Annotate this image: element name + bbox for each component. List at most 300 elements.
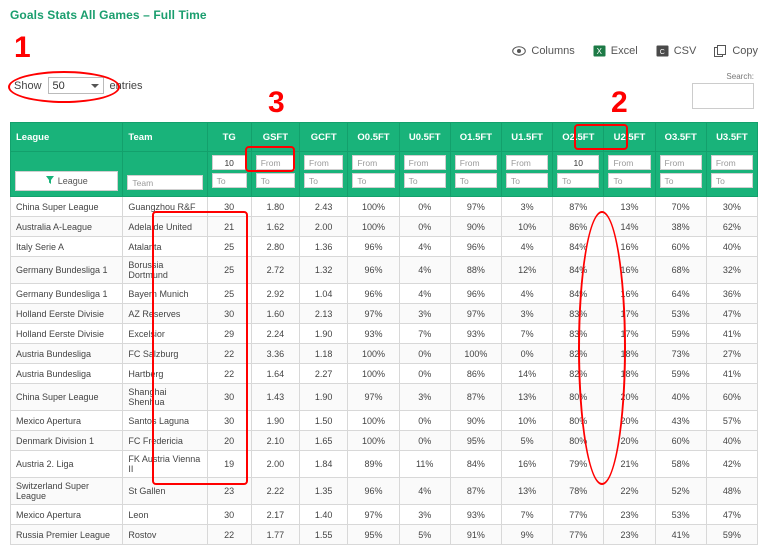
- cell-o15ft: 100%: [450, 344, 501, 364]
- cell-u15ft: 16%: [502, 451, 553, 478]
- cell-team: Hartberg: [123, 364, 207, 384]
- u15ft-from-input[interactable]: From: [506, 155, 548, 170]
- cell-o35ft: 60%: [655, 237, 706, 257]
- table-row[interactable]: [11, 284, 758, 304]
- cell-league: Russia Premier League: [11, 525, 123, 545]
- cell-u05ft: 0%: [399, 197, 450, 217]
- cell-u05ft: 0%: [399, 364, 450, 384]
- cell-o35ft: 59%: [655, 324, 706, 344]
- cell-o15ft: 97%: [450, 197, 501, 217]
- cell-u15ft: 9%: [502, 525, 553, 545]
- o25ft-to-input[interactable]: To: [557, 173, 599, 188]
- cell-tg: 23: [207, 478, 251, 505]
- cell-o05ft: 89%: [348, 451, 399, 478]
- cell-tg: 30: [207, 384, 251, 411]
- cell-u05ft: 4%: [399, 478, 450, 505]
- cell-tg: 25: [207, 237, 251, 257]
- cell-o35ft: 68%: [655, 257, 706, 284]
- cell-tg: 30: [207, 505, 251, 525]
- gcft-from-input[interactable]: From: [304, 155, 343, 170]
- cell-o35ft: 43%: [655, 411, 706, 431]
- filter-o15ft: [450, 152, 501, 197]
- cell-o05ft: 96%: [348, 284, 399, 304]
- cell-u15ft: 5%: [502, 431, 553, 451]
- cell-tg: 20: [207, 431, 251, 451]
- column-header-gsft[interactable]: GSFT: [251, 123, 299, 152]
- cell-o35ft: 53%: [655, 505, 706, 525]
- cell-u35ft: 47%: [706, 505, 757, 525]
- cell-u25ft: 14%: [604, 217, 655, 237]
- cell-u25ft: 20%: [604, 411, 655, 431]
- cell-team: Atalanta: [123, 237, 207, 257]
- cell-u05ft: 11%: [399, 451, 450, 478]
- table-row[interactable]: [11, 257, 758, 284]
- cell-gcft: 1.65: [300, 431, 348, 451]
- table-header-row: [11, 123, 758, 152]
- cell-tg: 25: [207, 257, 251, 284]
- cell-team: Borussia Dortmund: [123, 257, 207, 284]
- cell-gcft: 1.36: [300, 237, 348, 257]
- cell-o05ft: 100%: [348, 197, 399, 217]
- cell-o15ft: 91%: [450, 525, 501, 545]
- cell-team: AZ Reserves: [123, 304, 207, 324]
- cell-tg: 22: [207, 344, 251, 364]
- cell-team: Shanghai Shenhua: [123, 384, 207, 411]
- u35ft-from-input[interactable]: From: [711, 155, 753, 170]
- column-header-o25ft[interactable]: O2.5FT: [553, 123, 604, 152]
- u15ft-to-input[interactable]: To: [506, 173, 548, 188]
- tg-from-input[interactable]: 10: [212, 155, 247, 170]
- table-row[interactable]: [11, 384, 758, 411]
- table-filter-row: [11, 152, 758, 197]
- cell-u05ft: 0%: [399, 217, 450, 237]
- columns-button[interactable]: [512, 45, 574, 57]
- cell-tg: 30: [207, 411, 251, 431]
- cell-gsft: 2.10: [251, 431, 299, 451]
- gsft-to-input[interactable]: To: [256, 173, 295, 188]
- cell-u25ft: 16%: [604, 237, 655, 257]
- cell-u15ft: 10%: [502, 217, 553, 237]
- csv-button[interactable]: [656, 45, 697, 57]
- cell-u35ft: 40%: [706, 237, 757, 257]
- cell-league: Austria 2. Liga: [11, 451, 123, 478]
- excel-label: Excel: [610, 45, 638, 57]
- copy-button[interactable]: [714, 45, 758, 57]
- cell-u05ft: 4%: [399, 257, 450, 284]
- search-control: [692, 72, 754, 109]
- o15ft-from-input[interactable]: From: [455, 155, 497, 170]
- cell-gcft: 1.90: [300, 384, 348, 411]
- cell-u25ft: 20%: [604, 384, 655, 411]
- column-header-tg[interactable]: TG: [207, 123, 251, 152]
- cell-o05ft: 97%: [348, 384, 399, 411]
- table-row[interactable]: [11, 525, 758, 545]
- filter-tg: [207, 152, 251, 197]
- cell-gcft: 1.35: [300, 478, 348, 505]
- cell-gsft: 2.22: [251, 478, 299, 505]
- eye-icon: [512, 46, 526, 56]
- cell-gcft: 2.13: [300, 304, 348, 324]
- table-row[interactable]: [11, 237, 758, 257]
- cell-team: Bayern Munich: [123, 284, 207, 304]
- filter-gsft: [251, 152, 299, 197]
- cell-o35ft: 38%: [655, 217, 706, 237]
- cell-u15ft: 3%: [502, 197, 553, 217]
- cell-o25ft: 82%: [553, 364, 604, 384]
- cell-gsft: 1.60: [251, 304, 299, 324]
- excel-icon: [593, 45, 606, 57]
- cell-o35ft: 59%: [655, 364, 706, 384]
- cell-o15ft: 90%: [450, 411, 501, 431]
- cell-o05ft: 97%: [348, 505, 399, 525]
- cell-league: Austria Bundesliga: [11, 364, 123, 384]
- cell-gcft: 1.55: [300, 525, 348, 545]
- cell-o15ft: 96%: [450, 237, 501, 257]
- cell-o15ft: 95%: [450, 431, 501, 451]
- goals-stats-table: [10, 122, 758, 545]
- cell-u25ft: 22%: [604, 478, 655, 505]
- copy-icon: [714, 45, 727, 57]
- cell-o35ft: 40%: [655, 384, 706, 411]
- u05ft-to-input[interactable]: To: [404, 173, 446, 188]
- cell-o05ft: 95%: [348, 525, 399, 545]
- table-toolbar: [512, 45, 758, 57]
- table-row[interactable]: [11, 344, 758, 364]
- cell-o25ft: 80%: [553, 411, 604, 431]
- cell-gsft: 2.00: [251, 451, 299, 478]
- cell-u35ft: 40%: [706, 431, 757, 451]
- cell-o05ft: 93%: [348, 324, 399, 344]
- cell-league: Italy Serie A: [11, 237, 123, 257]
- cell-o05ft: 100%: [348, 344, 399, 364]
- table-row[interactable]: [11, 411, 758, 431]
- cell-o25ft: 84%: [553, 284, 604, 304]
- cell-gcft: 1.40: [300, 505, 348, 525]
- u35ft-to-input[interactable]: To: [711, 173, 753, 188]
- cell-gsft: 1.43: [251, 384, 299, 411]
- table-body: [11, 197, 758, 545]
- o05ft-to-input[interactable]: To: [352, 173, 394, 188]
- cell-o25ft: 80%: [553, 431, 604, 451]
- cell-u05ft: 0%: [399, 411, 450, 431]
- cell-team: FC Salzburg: [123, 344, 207, 364]
- cell-gsft: 2.80: [251, 237, 299, 257]
- cell-o35ft: 64%: [655, 284, 706, 304]
- cell-u15ft: 4%: [502, 284, 553, 304]
- cell-gsft: 2.17: [251, 505, 299, 525]
- column-header-team[interactable]: Team: [123, 123, 207, 152]
- cell-o15ft: 97%: [450, 304, 501, 324]
- league-filter-button[interactable]: [15, 171, 118, 191]
- cell-tg: 30: [207, 197, 251, 217]
- cell-team: FC Fredericia: [123, 431, 207, 451]
- cell-gsft: 1.90: [251, 411, 299, 431]
- cell-team: Excelsior: [123, 324, 207, 344]
- cell-gcft: 1.90: [300, 324, 348, 344]
- gsft-from-input[interactable]: From: [256, 155, 295, 170]
- cell-league: Holland Eerste Divisie: [11, 304, 123, 324]
- cell-league: Mexico Apertura: [11, 411, 123, 431]
- copy-label: Copy: [732, 45, 758, 57]
- cell-tg: 19: [207, 451, 251, 478]
- table-row[interactable]: [11, 217, 758, 237]
- cell-o25ft: 79%: [553, 451, 604, 478]
- o35ft-to-input[interactable]: To: [660, 173, 702, 188]
- u05ft-from-input[interactable]: From: [404, 155, 446, 170]
- cell-u15ft: 0%: [502, 344, 553, 364]
- cell-u05ft: 5%: [399, 525, 450, 545]
- cell-gcft: 2.27: [300, 364, 348, 384]
- cell-o15ft: 87%: [450, 384, 501, 411]
- cell-u25ft: 18%: [604, 344, 655, 364]
- cell-o25ft: 86%: [553, 217, 604, 237]
- cell-tg: 22: [207, 364, 251, 384]
- cell-team: Guangzhou R&F: [123, 197, 207, 217]
- cell-u35ft: 47%: [706, 304, 757, 324]
- cell-team: Rostov: [123, 525, 207, 545]
- svg-text:C: C: [659, 49, 665, 56]
- cell-o05ft: 100%: [348, 431, 399, 451]
- cell-team: St Gallen: [123, 478, 207, 505]
- o25ft-from-input[interactable]: 10: [557, 155, 599, 170]
- cell-gsft: 2.72: [251, 257, 299, 284]
- cell-o05ft: 96%: [348, 237, 399, 257]
- cell-o25ft: 84%: [553, 237, 604, 257]
- cell-u05ft: 0%: [399, 431, 450, 451]
- cell-league: Germany Bundesliga 1: [11, 257, 123, 284]
- cell-u05ft: 3%: [399, 304, 450, 324]
- csv-label: CSV: [673, 45, 697, 57]
- tg-to-input[interactable]: To: [212, 173, 247, 188]
- cell-u05ft: 3%: [399, 505, 450, 525]
- cell-league: China Super League: [11, 384, 123, 411]
- cell-gcft: 1.32: [300, 257, 348, 284]
- column-header-u25ft[interactable]: U2.5FT: [604, 123, 655, 152]
- table-row[interactable]: [11, 364, 758, 384]
- league-filter-label: League: [57, 176, 88, 186]
- cell-o15ft: 93%: [450, 505, 501, 525]
- cell-u05ft: 7%: [399, 324, 450, 344]
- entries-label: entries: [109, 79, 143, 92]
- cell-o15ft: 93%: [450, 324, 501, 344]
- cell-tg: 25: [207, 284, 251, 304]
- annotation-2-number: 2: [611, 86, 628, 119]
- table-row[interactable]: [11, 451, 758, 478]
- cell-u15ft: 12%: [502, 257, 553, 284]
- cell-u15ft: 7%: [502, 505, 553, 525]
- entries-value: 50: [52, 79, 65, 92]
- cell-gcft: 1.84: [300, 451, 348, 478]
- cell-team: Santos Laguna: [123, 411, 207, 431]
- cell-o35ft: 60%: [655, 431, 706, 451]
- filter-o35ft: [655, 152, 706, 197]
- column-header-league[interactable]: League: [11, 123, 123, 152]
- filter-o25ft: [553, 152, 604, 197]
- cell-u15ft: 10%: [502, 411, 553, 431]
- cell-u25ft: 13%: [604, 197, 655, 217]
- cell-gsft: 1.64: [251, 364, 299, 384]
- page-title: Goals Stats All Games – Full Time: [10, 8, 207, 22]
- cell-u35ft: 42%: [706, 451, 757, 478]
- cell-league: Holland Eerste Divisie: [11, 324, 123, 344]
- cell-u05ft: 4%: [399, 237, 450, 257]
- cell-gsft: 1.62: [251, 217, 299, 237]
- o05ft-from-input[interactable]: From: [352, 155, 394, 170]
- filter-u05ft: [399, 152, 450, 197]
- table-row[interactable]: [11, 304, 758, 324]
- cell-league: China Super League: [11, 197, 123, 217]
- show-label: Show: [14, 79, 42, 92]
- cell-o05ft: 100%: [348, 217, 399, 237]
- team-filter-input[interactable]: Team: [127, 175, 202, 190]
- cell-tg: 22: [207, 525, 251, 545]
- cell-gcft: 1.50: [300, 411, 348, 431]
- column-header-o15ft[interactable]: O1.5FT: [450, 123, 501, 152]
- cell-u05ft: 4%: [399, 284, 450, 304]
- cell-u35ft: 41%: [706, 324, 757, 344]
- cell-gsft: 3.36: [251, 344, 299, 364]
- cell-u15ft: 14%: [502, 364, 553, 384]
- cell-o35ft: 58%: [655, 451, 706, 478]
- cell-u35ft: 60%: [706, 384, 757, 411]
- cell-league: Germany Bundesliga 1: [11, 284, 123, 304]
- cell-u25ft: 23%: [604, 505, 655, 525]
- cell-team: FK Austria Vienna II: [123, 451, 207, 478]
- cell-o15ft: 96%: [450, 284, 501, 304]
- cell-o25ft: 84%: [553, 257, 604, 284]
- o15ft-to-input[interactable]: To: [455, 173, 497, 188]
- cell-o25ft: 83%: [553, 304, 604, 324]
- o35ft-from-input[interactable]: From: [660, 155, 702, 170]
- cell-u35ft: 32%: [706, 257, 757, 284]
- cell-u25ft: 17%: [604, 324, 655, 344]
- cell-u25ft: 23%: [604, 525, 655, 545]
- cell-o05ft: 96%: [348, 257, 399, 284]
- table-row[interactable]: [11, 478, 758, 505]
- cell-o15ft: 86%: [450, 364, 501, 384]
- cell-o35ft: 53%: [655, 304, 706, 324]
- cell-u35ft: 27%: [706, 344, 757, 364]
- entries-select[interactable]: [48, 77, 104, 94]
- cell-u35ft: 48%: [706, 478, 757, 505]
- cell-gsft: 1.77: [251, 525, 299, 545]
- annotation-3-number: 3: [268, 86, 285, 119]
- cell-u25ft: 17%: [604, 304, 655, 324]
- cell-gsft: 1.80: [251, 197, 299, 217]
- cell-u35ft: 62%: [706, 217, 757, 237]
- filter-league: [11, 152, 123, 197]
- cell-league: Austria Bundesliga: [11, 344, 123, 364]
- cell-o15ft: 90%: [450, 217, 501, 237]
- cell-u35ft: 57%: [706, 411, 757, 431]
- cell-o25ft: 87%: [553, 197, 604, 217]
- cell-u15ft: 7%: [502, 324, 553, 344]
- cell-u15ft: 13%: [502, 478, 553, 505]
- cell-u35ft: 59%: [706, 525, 757, 545]
- excel-button[interactable]: [593, 45, 638, 57]
- filter-u15ft: [502, 152, 553, 197]
- cell-league: Australia A-League: [11, 217, 123, 237]
- column-header-o35ft[interactable]: O3.5FT: [655, 123, 706, 152]
- cell-gcft: 1.04: [300, 284, 348, 304]
- cell-tg: 21: [207, 217, 251, 237]
- column-header-gcft[interactable]: GCFT: [300, 123, 348, 152]
- cell-o25ft: 77%: [553, 505, 604, 525]
- filter-o05ft: [348, 152, 399, 197]
- column-header-u05ft[interactable]: U0.5FT: [399, 123, 450, 152]
- cell-u15ft: 3%: [502, 304, 553, 324]
- cell-o05ft: 100%: [348, 411, 399, 431]
- cell-u15ft: 13%: [502, 384, 553, 411]
- filter-u35ft: [706, 152, 757, 197]
- search-label: Search:: [726, 72, 754, 81]
- u25ft-to-input[interactable]: To: [608, 173, 650, 188]
- cell-o25ft: 80%: [553, 384, 604, 411]
- annotation-1-number: 1: [14, 31, 31, 64]
- filter-u25ft: [604, 152, 655, 197]
- chevron-down-icon: [91, 84, 99, 88]
- cell-u25ft: 16%: [604, 284, 655, 304]
- cell-o25ft: 83%: [553, 324, 604, 344]
- cell-u35ft: 41%: [706, 364, 757, 384]
- funnel-icon: [46, 172, 54, 190]
- cell-o15ft: 84%: [450, 451, 501, 478]
- cell-gcft: 2.43: [300, 197, 348, 217]
- cell-u25ft: 18%: [604, 364, 655, 384]
- column-header-u35ft[interactable]: U3.5FT: [706, 123, 757, 152]
- cell-o25ft: 82%: [553, 344, 604, 364]
- u25ft-from-input[interactable]: From: [608, 155, 650, 170]
- columns-label: Columns: [531, 45, 575, 57]
- table-row[interactable]: [11, 431, 758, 451]
- cell-u25ft: 21%: [604, 451, 655, 478]
- cell-gsft: 2.92: [251, 284, 299, 304]
- cell-tg: 30: [207, 304, 251, 324]
- column-header-o05ft[interactable]: O0.5FT: [348, 123, 399, 152]
- svg-text:X: X: [596, 47, 602, 56]
- filter-gcft: [300, 152, 348, 197]
- cell-u05ft: 0%: [399, 344, 450, 364]
- cell-o25ft: 78%: [553, 478, 604, 505]
- table-row[interactable]: [11, 197, 758, 217]
- cell-o05ft: 97%: [348, 304, 399, 324]
- table-row[interactable]: [11, 324, 758, 344]
- cell-o25ft: 77%: [553, 525, 604, 545]
- column-header-u15ft[interactable]: U1.5FT: [502, 123, 553, 152]
- cell-o15ft: 87%: [450, 478, 501, 505]
- csv-icon: [656, 45, 669, 57]
- cell-gcft: 1.18: [300, 344, 348, 364]
- cell-u25ft: 16%: [604, 257, 655, 284]
- cell-u15ft: 4%: [502, 237, 553, 257]
- search-input[interactable]: [692, 83, 754, 109]
- cell-gcft: 2.00: [300, 217, 348, 237]
- cell-o35ft: 73%: [655, 344, 706, 364]
- table-row[interactable]: [11, 505, 758, 525]
- cell-team: Leon: [123, 505, 207, 525]
- gcft-to-input[interactable]: To: [304, 173, 343, 188]
- cell-o35ft: 70%: [655, 197, 706, 217]
- cell-u35ft: 30%: [706, 197, 757, 217]
- cell-o05ft: 96%: [348, 478, 399, 505]
- cell-o35ft: 52%: [655, 478, 706, 505]
- show-entries-control: [14, 77, 143, 94]
- filter-team: [123, 152, 207, 197]
- cell-u25ft: 20%: [604, 431, 655, 451]
- cell-o35ft: 41%: [655, 525, 706, 545]
- cell-team: Adelaide United: [123, 217, 207, 237]
- cell-o15ft: 88%: [450, 257, 501, 284]
